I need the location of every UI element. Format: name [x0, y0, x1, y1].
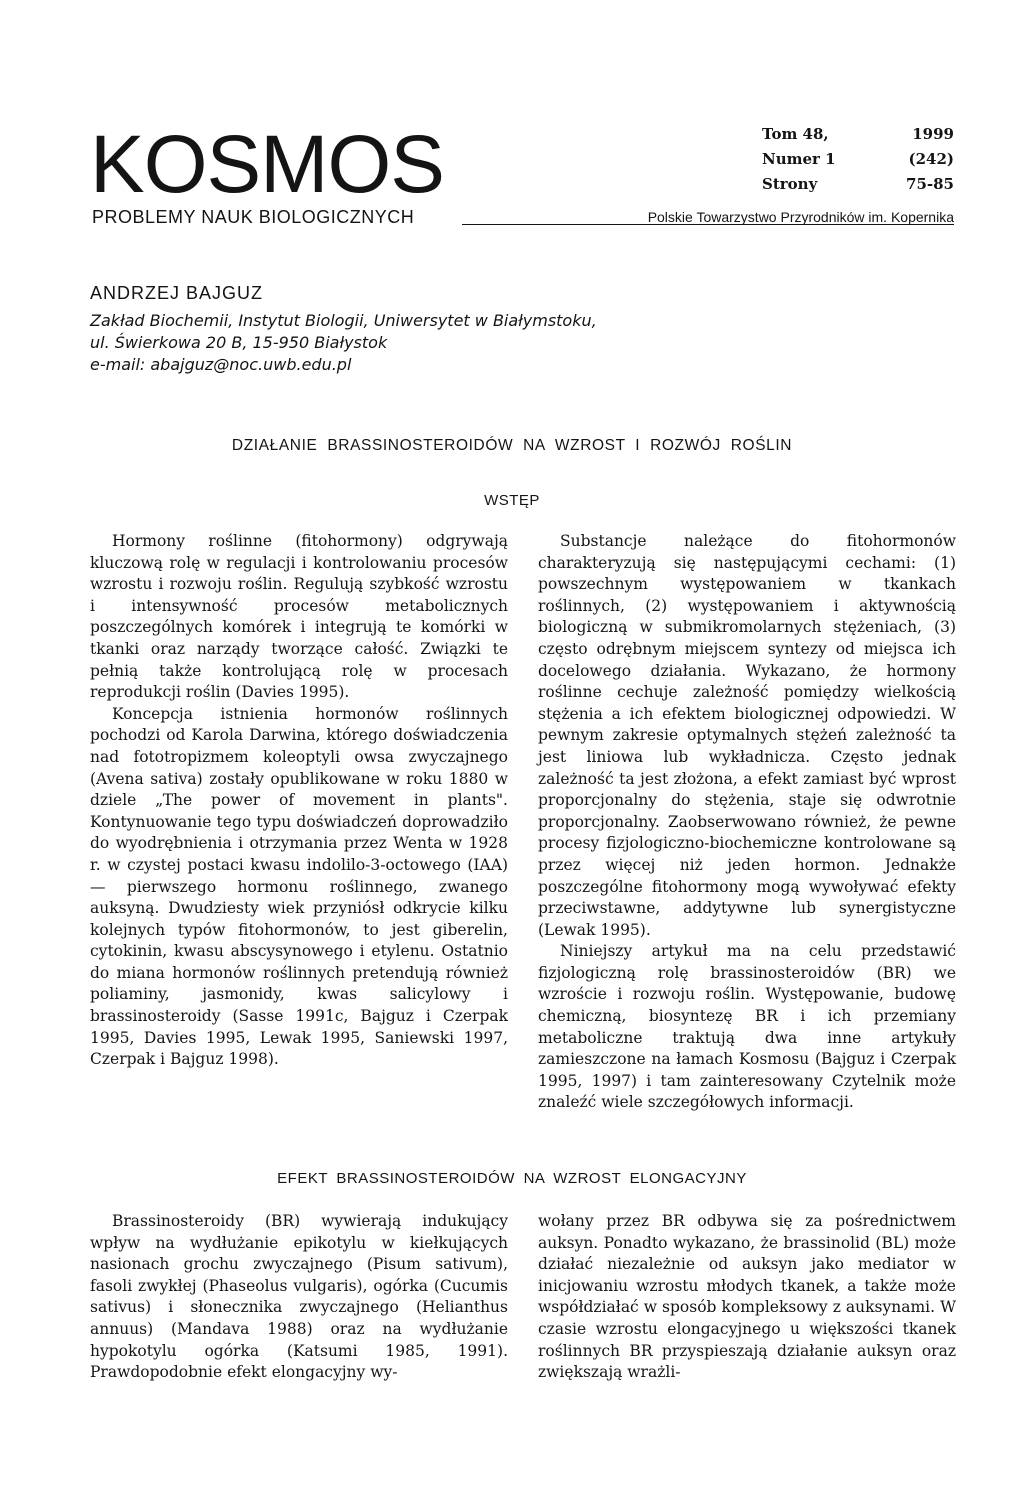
- author-email: e-mail: abajguz@noc.uwb.edu.pl: [90, 355, 352, 374]
- article-title: DZIAŁANIE BRASSINOSTEROIDÓW NA WZROST I ROZWÓJ ROŚLIN: [231, 437, 793, 454]
- intro-left-column: [90, 531, 508, 1071]
- elongation-paragraph-2: wołany przez BR odbywa się za pośrednictwem auksyn. Ponadto wykazano, że brassinolid (BL) może działać niezależnie od auksyn jako mediator w inicjowaniu wzrostu młodych tkanek, a także może współdziałać w sposób kompleksowy z auksynami. W czasie wzrostu elongacyjnego u większości tkanek roślinnych BR przyspieszają działanie auksyn oraz zwiększają wrażli-: [538, 1212, 956, 1382]
- intro-right-column: [538, 531, 956, 1114]
- publisher: Polskie Towarzystwo Przyrodników im. Kopernika: [647, 209, 954, 225]
- intro-paragraph-2: Koncepcja istnienia hormonów roślinnych pochodzi od Karola Darwina, którego doświadczenia nad fototropizmem koleoptyli owsa zwyczajnego (Avena sativa) zostały opublikowane w roku 1880 w dziele „The power of movement in plants". Kontynuowanie tego typu doświadczeń doprowadziło do wyodrębnienia i otrzymania przez Wenta w 1928 r. w czystej postaci kwasu indolilo-3-octowego (IAA) — pierwszego hormonu roślinnego, zwanego auksyną. Dwudziesty wiek przyniósł odkrycie kilku kolejnych typów fitohormonów, to jest giberelin, cytokinin, kwasu abscysynowego i etylenu. Ostatnio do miana hormonów roślinnych pretendują również poliaminy, jasmonidy, kwas salicylowy i brassinosteroidy (Sasse 1991c, Bajguz i Czerpak 1995, Davies 1995, Lewak 1995, Saniewski 1997, Czerpak i Bajguz 1998).: [90, 704, 508, 1069]
- intro-paragraph-4: Niniejszy artykuł ma na celu przedstawić fizjologiczną rolę brassinosteroidów (BR) we wzroście i rozwoju roślin. Występowanie, budowę chemiczną, biosyntezę BR i ich przemiany metaboliczne traktują dwa inne artykuły zamieszczone na łamach Kosmosu (Bajguz i Czerpak 1995, 1997) i tam zainteresowany Czytelnik może znaleźć wiele szczegółowych informacji.: [538, 942, 956, 1112]
- elongation-right-column: [538, 1211, 956, 1384]
- number-value: (242): [908, 150, 954, 168]
- author-name: ANDRZEJ BAJGUZ: [90, 283, 264, 303]
- section-heading-intro: WSTĘP: [484, 492, 540, 509]
- affiliation-line-2: ul. Świerkowa 20 B, 15-950 Białystok: [90, 333, 388, 352]
- section-heading-elongation: EFEKT BRASSINOSTEROIDÓW NA WZROST ELONGACYJNY: [277, 1170, 747, 1187]
- volume-info: [762, 122, 954, 197]
- volume-row: [762, 122, 954, 147]
- number-row: [762, 147, 954, 172]
- intro-paragraph-3: Substancje należące do fitohormonów charakteryzują się następującymi cechami: (1) powszechnym występowaniem w tkankach roślinnych, (2) występowaniem i aktywnością biologiczną w submikromolarnych stężeniach, (3) często odrębnym miejscem syntezy od miejsca ich docelowego działania. Wykazano, że hormony roślinne cechuje zależność pomiędzy wielkością stężenia a ich efektem biologicznej odpowiedzi. W pewnym zakresie optymalnych stężeń zależność ta jest liniowa lub wykładnicza. Często jednak zależność ta jest złożona, a efekt zamiast być wprost proporcjonalny do stężenia, staje się odwrotnie proporcjonalny. Zaobserwowano również, że pewne procesy fizjologiczno-biochemiczne kontrolowane są przez więcej niż jeden hormon. Jednakże poszczególne fitohormony mogą wywoływać efekty przeciwstawne, addytywne lub synergistyczne (Lewak 1995).: [538, 532, 956, 939]
- number-label: Numer 1: [762, 150, 836, 168]
- volume-label: Tom 48,: [762, 125, 829, 143]
- pages-label: Strony: [762, 175, 818, 193]
- author-block: [90, 280, 950, 376]
- pages-row: [762, 172, 954, 197]
- pages-value: 75-85: [906, 175, 954, 193]
- journal-masthead: [90, 119, 954, 232]
- journal-subtitle: PROBLEMY NAUK BIOLOGICZNYCH: [92, 207, 415, 227]
- intro-paragraph-1: Hormony roślinne (fitohormony) odgrywają kluczową rolę w regulacji i kontrolowaniu procesów wzrostu i rozwoju roślin. Regulują szybkość wzrostu i intensywność procesów metabolicznych poszczególnych komórek i integrują te komórki w tkanki oraz narządy tworzące całość. Związki te pełnią także kontrolującą rolę w procesach reprodukcji roślin (Davies 1995).: [90, 532, 508, 702]
- elongation-paragraph-1: Brassinosteroidy (BR) wywierają indukujący wpływ na wydłużanie epikotylu w kiełkujących nasionach grochu zwyczajnego (Pisum sativum), fasoli zwykłej (Phaseolus vulgaris), ogórka (Cucumis sativus) i słonecznika zwyczajnego (Helianthus annuus) (Mandava 1988) oraz na wydłużanie hypokotylu ogórka (Katsumi 1985, 1991). Prawdopodobnie efekt elongacyjny wy-: [90, 1212, 508, 1382]
- affiliation-line-1: Zakład Biochemii, Instytut Biologii, Uniwersytet w Białymstoku,: [90, 311, 597, 330]
- journal-title: KOSMOS: [90, 119, 444, 210]
- volume-value: 1999: [912, 125, 954, 143]
- elongation-left-column: [90, 1211, 508, 1384]
